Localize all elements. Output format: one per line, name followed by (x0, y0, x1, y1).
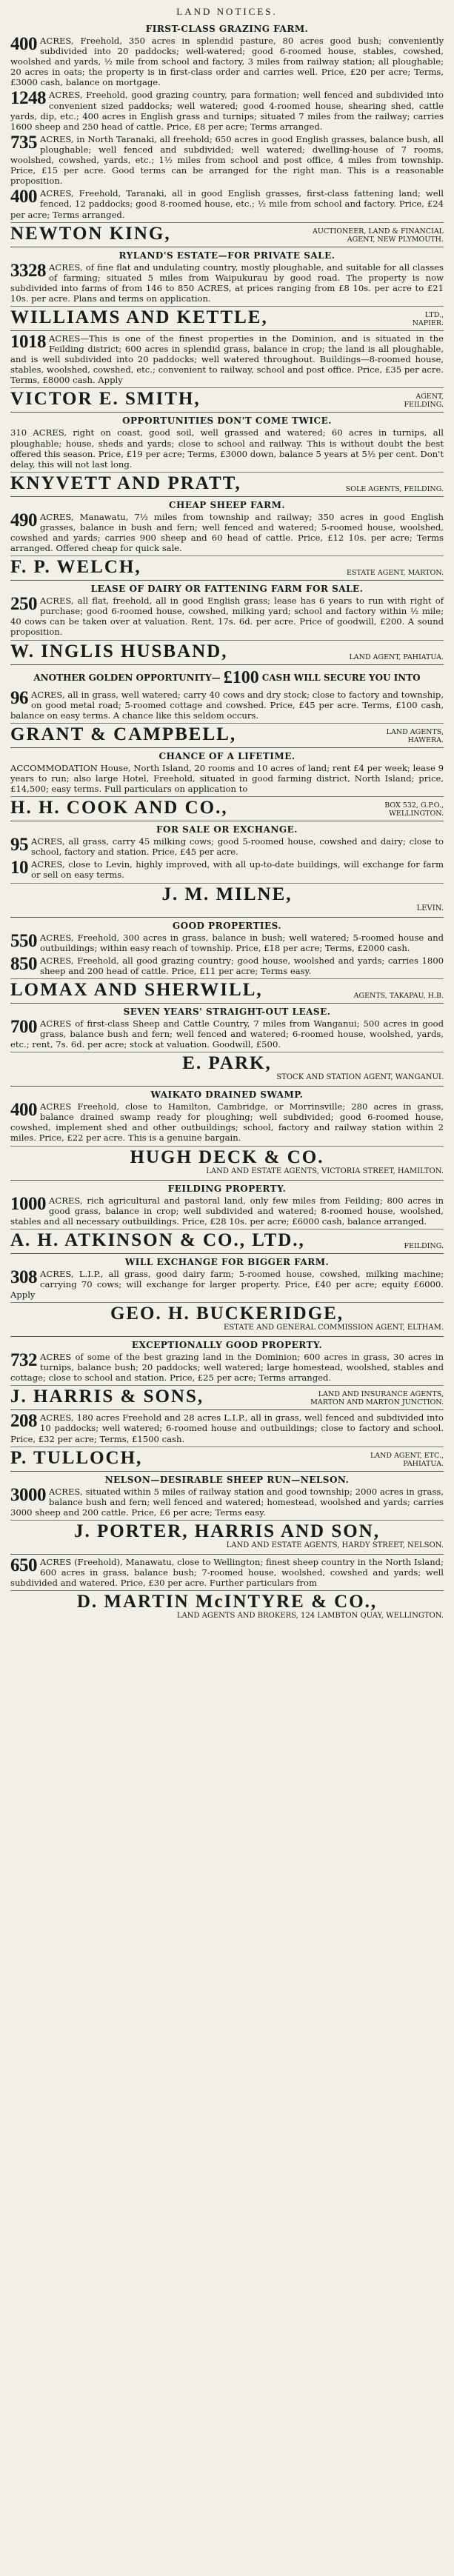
agent-signature (10, 387, 444, 409)
agent-name: J. PORTER, HARRIS AND SON, (74, 1521, 380, 1541)
listing-text: ACRES, all grass, carry 45 milking cows; good 5-roomed house, cowshed and dairy; close to school, factory and station. Price, £45 per acre. (31, 836, 444, 858)
agent-signature (10, 555, 444, 577)
acreage-figure: 3000 (10, 1484, 46, 1505)
agent-address-line: LAND AGENTS AND BROKERS, 124 LAMBTON QUAY, WELLINGTON. (176, 1612, 444, 1621)
listing-paragraph (10, 1557, 444, 1588)
listing-text: ACRES, Freehold, 350 acres in splendid pasture, 80 acres good bush; conveniently subdivided into 20 paddocks; well-watered; good 6-roomed house, stables, cowshed, woolshed and yards, ½ mile from school and factory, 3 miles from railway station; all ploughable; 20 acres in oats; the property is in first-class order and carries well. Price, £20 per acre; Terms, £3000 cash, balance on mortgage. (10, 36, 444, 88)
agent-address (313, 227, 444, 244)
ad-heading: RYLAND'S ESTATE—FOR PRIVATE SALE. (118, 250, 336, 261)
listing-text: ACRES, Freehold, all good grazing country; good house, woolshed and yards; carries 1800 sheep and 200 head of cattle. Price, £11 per acre; Terms easy. (40, 955, 444, 976)
agent-name: E. PARK, (182, 1053, 272, 1074)
agent-name: J. M. MILNE, (161, 884, 293, 904)
agent-address-line: LAND AND ESTATE AGENTS, VICTORIA STREET, HAMILTON. (206, 1167, 444, 1175)
agent-signature (10, 640, 444, 661)
listing-text: ACRES, in North Taranaki, all freehold; 650 acres in good English grasses, balance bush, all ploughable; well fenced and subdivided; well watered; dwelling-house of 7 rooms, woolshed, cowshed, yards, etc.; 1½ miles from school and post office, 4 miles from township. Price, £15 per acre. Good terms can be arranged for the right man. This is a reasonable proposition. (10, 133, 444, 187)
listing-paragraph (10, 1412, 444, 1444)
agent-name: WILLIAMS AND KETTLE, (10, 307, 268, 327)
listing-text: ACRES, close to Levin, highly improved, with all up-to-date buildings, will exchange for farm or sell on easy terms. (31, 859, 444, 881)
ad-heading: FIRST-CLASS GRAZING FARM. (145, 24, 309, 34)
agent-signature (10, 1052, 444, 1083)
agent-address-line: MARTON AND MARTON JUNCTION. (310, 1398, 444, 1407)
listing-text: ACRES, Freehold, 300 acres in grass, balance in bush; well watered; 5-roomed house and outbuildings; within easy reach of township. Price, £18 per acre; Terms, £2000 cash. (40, 932, 444, 953)
listing-paragraph (10, 36, 444, 87)
agent-signature (10, 978, 444, 1000)
agent-address-line: AGENT, NEW PLYMOUTH. (347, 235, 444, 244)
listing-paragraph (10, 262, 444, 304)
agent-address (206, 1167, 444, 1176)
agent-address (404, 393, 444, 409)
acreage-figure: 400 (10, 34, 37, 54)
advertisement (10, 664, 444, 747)
agent-address-line: FEILDING. (404, 401, 444, 410)
acreage-figure: 10 (10, 858, 28, 878)
agent-address-line: ESTATE AND GENERAL COMMISSION AGENT, ELTHAM. (223, 1324, 444, 1332)
agent-address (310, 1390, 444, 1407)
advertisement (10, 917, 444, 1003)
listing-paragraph (10, 763, 444, 794)
agent-address-line: LAND AGENTS, (386, 727, 444, 736)
acreage-figure: 3328 (10, 260, 46, 281)
advertisement (10, 1003, 444, 1086)
land-notices-column (10, 21, 444, 1624)
agent-address (387, 728, 444, 744)
advertisement (10, 747, 444, 821)
advertisement (10, 1554, 444, 1624)
agent-address-line: AGENTS, TAKAPAU, H.B. (353, 991, 444, 1000)
listing-text: ACRES, of fine flat and undulating country, mostly ploughable, and suitable for all classes of farming; situated 5 miles from Waipukurau by good road. The property is now subdivided into farms of from 146 to 850 ACRES, at prices ranging from £8 10s. per acre to £21 10s. per acre. Plans and terms on application. (10, 261, 444, 304)
agent-name: NEWTON KING, (10, 223, 171, 244)
agent-address (354, 992, 444, 1000)
agent-address (417, 904, 444, 913)
agent-address (350, 653, 444, 661)
agent-name: KNYVETT AND PRATT, (10, 473, 241, 493)
agent-name: GRANT & CAMPBELL, (10, 724, 237, 744)
agent-address-line: LTD., (424, 310, 444, 319)
listing-paragraph (10, 427, 444, 469)
agent-address-line: BOX 532, G.P.O., (384, 801, 444, 810)
agent-address-line: LAND AGENT, ETC., (370, 1451, 444, 1460)
agent-address-line: SOLE AGENTS, FEILDING. (345, 484, 444, 493)
advertisement (10, 330, 444, 412)
acreage-figure: 490 (10, 510, 37, 530)
agent-address-line: NAPIER. (412, 318, 444, 327)
listing-text: 310 ACRES, right on coast, good soil, well grassed and watered; 60 acres in turnips, all ploughable; house, sheds and yards; close to school and railway. This is without doubt the best offered this season. Price, £19 per acre; Terms, £3000 down, balance 5 years at 5½ per cent. Don't delay, this will not last long. (10, 427, 444, 470)
headline-after: CASH WILL SECURE YOU INTO (261, 673, 421, 684)
headline-amount: £100 (223, 667, 259, 687)
listing-paragraph (10, 955, 444, 976)
listing-paragraph (10, 932, 444, 953)
ad-heading: NELSON—DESIRABLE SHEEP RUN—NELSON. (104, 1474, 350, 1485)
agent-address (346, 485, 444, 493)
agent-address-line: FEILDING. (404, 1241, 444, 1250)
listing-paragraph (10, 595, 444, 637)
listing-paragraph (10, 188, 444, 219)
agent-address-line: AGENT, (415, 393, 444, 401)
agent-address-line: AUCTIONEER, LAND & FINANCIAL (312, 227, 444, 236)
acreage-figure: 308 (10, 1267, 37, 1287)
agent-signature (10, 1146, 444, 1177)
advertisement (10, 1253, 444, 1336)
listing-paragraph (10, 1195, 444, 1227)
ad-heading: WAIKATO DRAINED SWAMP. (150, 1090, 304, 1101)
ad-heading: CHEAP SHEEP FARM. (168, 499, 286, 510)
acreage-figure: 700 (10, 1016, 37, 1037)
agent-address (276, 1073, 444, 1082)
advertisement (10, 1336, 444, 1409)
agent-address (347, 569, 444, 577)
agent-name: P. TULLOCH, (10, 1447, 143, 1468)
advertisement (10, 580, 444, 664)
acreage-figure: 208 (10, 1411, 37, 1432)
agent-address-line: LEVIN. (416, 904, 444, 912)
listing-paragraph (10, 1352, 444, 1383)
agent-address-line: ESTATE AGENT, MARTON. (347, 569, 444, 578)
listing-text: ACRES, all in grass, well watered; carry 40 cows and dry stock; close to factory and township, on good metal road; 5-roomed cottage and cowshed. Price, £45 per acre. Terms, £100 cash, balance on easy terms. A chance like this seldom occurs. (10, 689, 444, 721)
listing-text: ACRES, rich agricultural and pastoral land, only few miles from Feilding; 800 acres in good grass, balance in crop; well subdivided and watered; 8-roomed house, woolshed, stables and all necessary outbuildings. Price, £28 10s. per acre; £6000 cash, balance arranged. (10, 1195, 444, 1227)
agent-signature (10, 306, 444, 327)
listing-text: ACRES, Freehold, good grazing country, para formation; well fenced and subdivided into convenient sized paddocks; well watered; good 4-roomed house, shearing shed, cattle yards, dip, etc.; 400 acres in English grass and turnips; situated 7 miles from the railway; carries 1600 sheep and 250 head of cattle. Price, £8 per acre; Terms arranged. (10, 90, 444, 132)
advertisement (10, 412, 444, 495)
agent-address-line: HAWERA. (407, 735, 444, 744)
ad-heading: OPPORTUNITIES DON'T COME TWICE. (122, 416, 332, 427)
advertisement (10, 247, 444, 330)
agent-signature (10, 723, 444, 744)
agent-name: HUGH DECK & CO. (130, 1147, 324, 1167)
advertisement (10, 496, 444, 580)
ad-heading: LEASE OF DAIRY OR FATTENING FARM FOR SALE. (90, 584, 364, 595)
listing-text: ACRES, L.I.P., all grass, good dairy farm; 5-roomed house, cowshed, milking machine; carrying 70 cows; will exchange for larger property. Price, £40 per acre; equity £6000. Apply (10, 1268, 444, 1300)
agent-name: A. H. ATKINSON & CO., LTD., (10, 1229, 305, 1250)
listing-text: ACRES, Manawatu, 7½ miles from township and railway; 350 acres in good English grasses, balance in bush and fern; well fenced and watered; 5-roomed house, woolshed, cowshed and yards; carries 900 sheep and 60 head of cattle. Price, £12 10s. per acre; Terms arranged. Offered cheap for quick sale. (10, 511, 444, 554)
agent-signature (10, 222, 444, 244)
acreage-figure: 1018 (10, 331, 46, 352)
listing-paragraph (10, 687, 444, 721)
agent-address-line: STOCK AND STATION AGENT, WANGANUI. (276, 1073, 444, 1082)
agent-signature (10, 1447, 444, 1468)
column-title: LAND NOTICES. (176, 6, 278, 17)
listing-text: ACRES (Freehold), Manawatu, close to Wellington; finest sheep country in the North Island; 600 acres in grass, balance bush; 7-roomed house, woolshed, cowshed and yards; well subdivided and watered. Price, £30 per acre. Further particulars from (10, 1556, 444, 1589)
advertisement (10, 1180, 444, 1253)
listing-text: ACRES, 180 acres Freehold and 28 acres L.I.P., all in grass, well fenced and subdivided into 10 paddocks; well watered; 6-roomed house and outbuildings; close to factory and school. Price, £32 per acre; Terms, £1500 cash. (10, 1412, 444, 1444)
agent-address (227, 1541, 444, 1550)
advertisement (10, 821, 444, 916)
ad-heading: CHANCE OF A LIFETIME. (158, 750, 296, 761)
listing-text: ACRES Freehold, close to Hamilton, Cambridge, or Morrinsville; 280 acres in grass, balance drained swamp ready for ploughing; well subdivided; good 6-roomed house, cowshed, implement shed and other outbuildings; school, factory and railway station within 2 miles. Price, £22 per acre. This is a genuine bargain. (10, 1101, 444, 1144)
acreage-figure: 732 (10, 1350, 37, 1371)
listing-paragraph (10, 836, 444, 857)
acreage-figure: 650 (10, 1555, 37, 1575)
listing-text: ACCOMMODATION House, North Island, 20 rooms and 10 acres of land; rent £4 per week; lease 9 years to run; also large Hotel, Freehold, situated in good farming district, North Island; price, £14,500; easy terms. Full particulars on application to (10, 762, 444, 795)
agent-address (177, 1612, 444, 1621)
agent-signature (10, 1229, 444, 1250)
agent-name: GEO. H. BUCKERIDGE, (110, 1304, 344, 1324)
acreage-figure: 735 (10, 132, 37, 153)
listing-paragraph (10, 1486, 444, 1518)
agent-name: VICTOR E. SMITH, (10, 389, 201, 410)
agent-signature (10, 883, 444, 914)
headline-before: ANOTHER GOLDEN OPPORTUNITY— (33, 673, 221, 684)
agent-signature (10, 1385, 444, 1407)
acreage-figure: 400 (10, 187, 37, 207)
ad-heading: SEVEN YEARS' STRAIGHT-OUT LEASE. (123, 1006, 331, 1017)
listing-paragraph (10, 1018, 444, 1050)
agent-name: H. H. COOK AND CO., (10, 798, 228, 818)
listing-paragraph (10, 1101, 444, 1143)
listing-text: ACRES, situated within 5 miles of railway station and good township; 2000 acres in grass, balance bush and fern; well fenced and watered; homestead, woolshed and yards; carries 3000 sheep and 200 cattle. Price, £6 per acre; Terms easy. (10, 1486, 444, 1518)
acreage-figure: 95 (10, 835, 28, 855)
acreage-figure: 400 (10, 1100, 37, 1121)
acreage-figure: 850 (10, 953, 37, 974)
agent-name: D. MARTIN McINTYRE & CO., (76, 1592, 378, 1612)
listing-paragraph (10, 859, 444, 880)
listing-text: ACRES of some of the best grazing land in the Dominion; 600 acres in grass, 30 acres in turnips, balance bush; 20 paddocks; well watered; large homestead, woolshed, stables and cottage; close to school and station. Price, £25 per acre; Terms arranged. (10, 1352, 444, 1384)
agent-address-line: PAHIATUA. (403, 1459, 444, 1468)
agent-address (413, 311, 444, 327)
agent-signature (10, 1590, 444, 1621)
ad-heading: EXCEPTIONALLY GOOD PROPERTY. (131, 1340, 323, 1351)
agent-name: F. P. WELCH, (10, 557, 141, 578)
advertisement (10, 1409, 444, 1470)
agent-signature (10, 472, 444, 493)
listing-paragraph (10, 1269, 444, 1300)
listing-paragraph (10, 333, 444, 385)
listing-text: ACRES—This is one of the finest properties in the Dominion, and is situated in the Feilding district; 600 acres in splendid grass, balance in crop; the land is all ploughable, and is well subdivided into 20 paddocks; well watered throughout. Buildings—8-roomed house, stables, woolshed, cowshed, etc.; convenient to railway, school and post office. Price, £35 per acre. Terms, £8000 cash. Apply (10, 333, 444, 386)
acreage-figure: 250 (10, 594, 37, 615)
agent-address (224, 1324, 444, 1332)
agent-address-line: LAND AGENT, PAHIATUA. (349, 653, 444, 661)
ad-heading: FEILDING PROPERTY. (167, 1183, 287, 1194)
ad-headline (10, 668, 444, 688)
advertisement (10, 1471, 444, 1554)
agent-signature (10, 1302, 444, 1333)
acreage-figure: 550 (10, 930, 37, 951)
ad-heading: FOR SALE OR EXCHANGE. (156, 824, 298, 835)
listing-paragraph (10, 512, 444, 553)
listing-text: ACRES of first-class Sheep and Cattle Country, 7 miles from Wanganui; 500 acres in good grass, balance bush and fern; well fenced and watered; 6-roomed house, woolshed, yards, etc.; rent, 7s. 6d. per acre; stock at valuation. Goodwill, £500. (10, 1018, 444, 1050)
agent-address (384, 801, 444, 818)
agent-name: LOMAX AND SHERWILL, (10, 979, 263, 1000)
agent-name: W. INGLIS HUSBAND, (10, 641, 228, 661)
listing-paragraph (10, 90, 444, 131)
agent-address-line: WELLINGTON. (389, 810, 444, 818)
agent-signature (10, 796, 444, 818)
acreage-figure: 96 (10, 687, 28, 708)
agent-address-line: LAND AND INSURANCE AGENTS, (318, 1390, 444, 1399)
agent-name: J. HARRIS & SONS, (10, 1387, 204, 1407)
advertisement (10, 1086, 444, 1179)
acreage-figure: 1000 (10, 1193, 46, 1214)
ad-heading: WILL EXCHANGE FOR BIGGER FARM. (124, 1256, 330, 1267)
agent-signature (10, 1520, 444, 1551)
listing-paragraph (10, 134, 444, 186)
agent-address-line: LAND AND ESTATE AGENTS, HARDY STREET, NELSON. (226, 1541, 444, 1549)
listing-text: ACRES, all flat, freehold, all in good English grass; lease has 6 years to run with right of purchase; good 6-roomed house, cowshed, milking yard; school and factory within ½ mile; 40 cows can be taken over at valuation. Rent, 17s. 6d. per acre. Price of goodwill, £200. A sound proposition. (10, 595, 444, 638)
ad-heading: GOOD PROPERTIES. (172, 920, 282, 931)
agent-address (404, 1242, 444, 1250)
advertisement (10, 21, 444, 247)
acreage-figure: 1248 (10, 88, 46, 109)
listing-text: ACRES, Freehold, Taranaki, all in good English grasses, first-class fattening land; well fenced, 12 paddocks; good 8-roomed house, etc.; ½ mile from school and factory. Price, £24 per acre; Terms arranged. (10, 188, 444, 220)
agent-address (370, 1452, 444, 1468)
